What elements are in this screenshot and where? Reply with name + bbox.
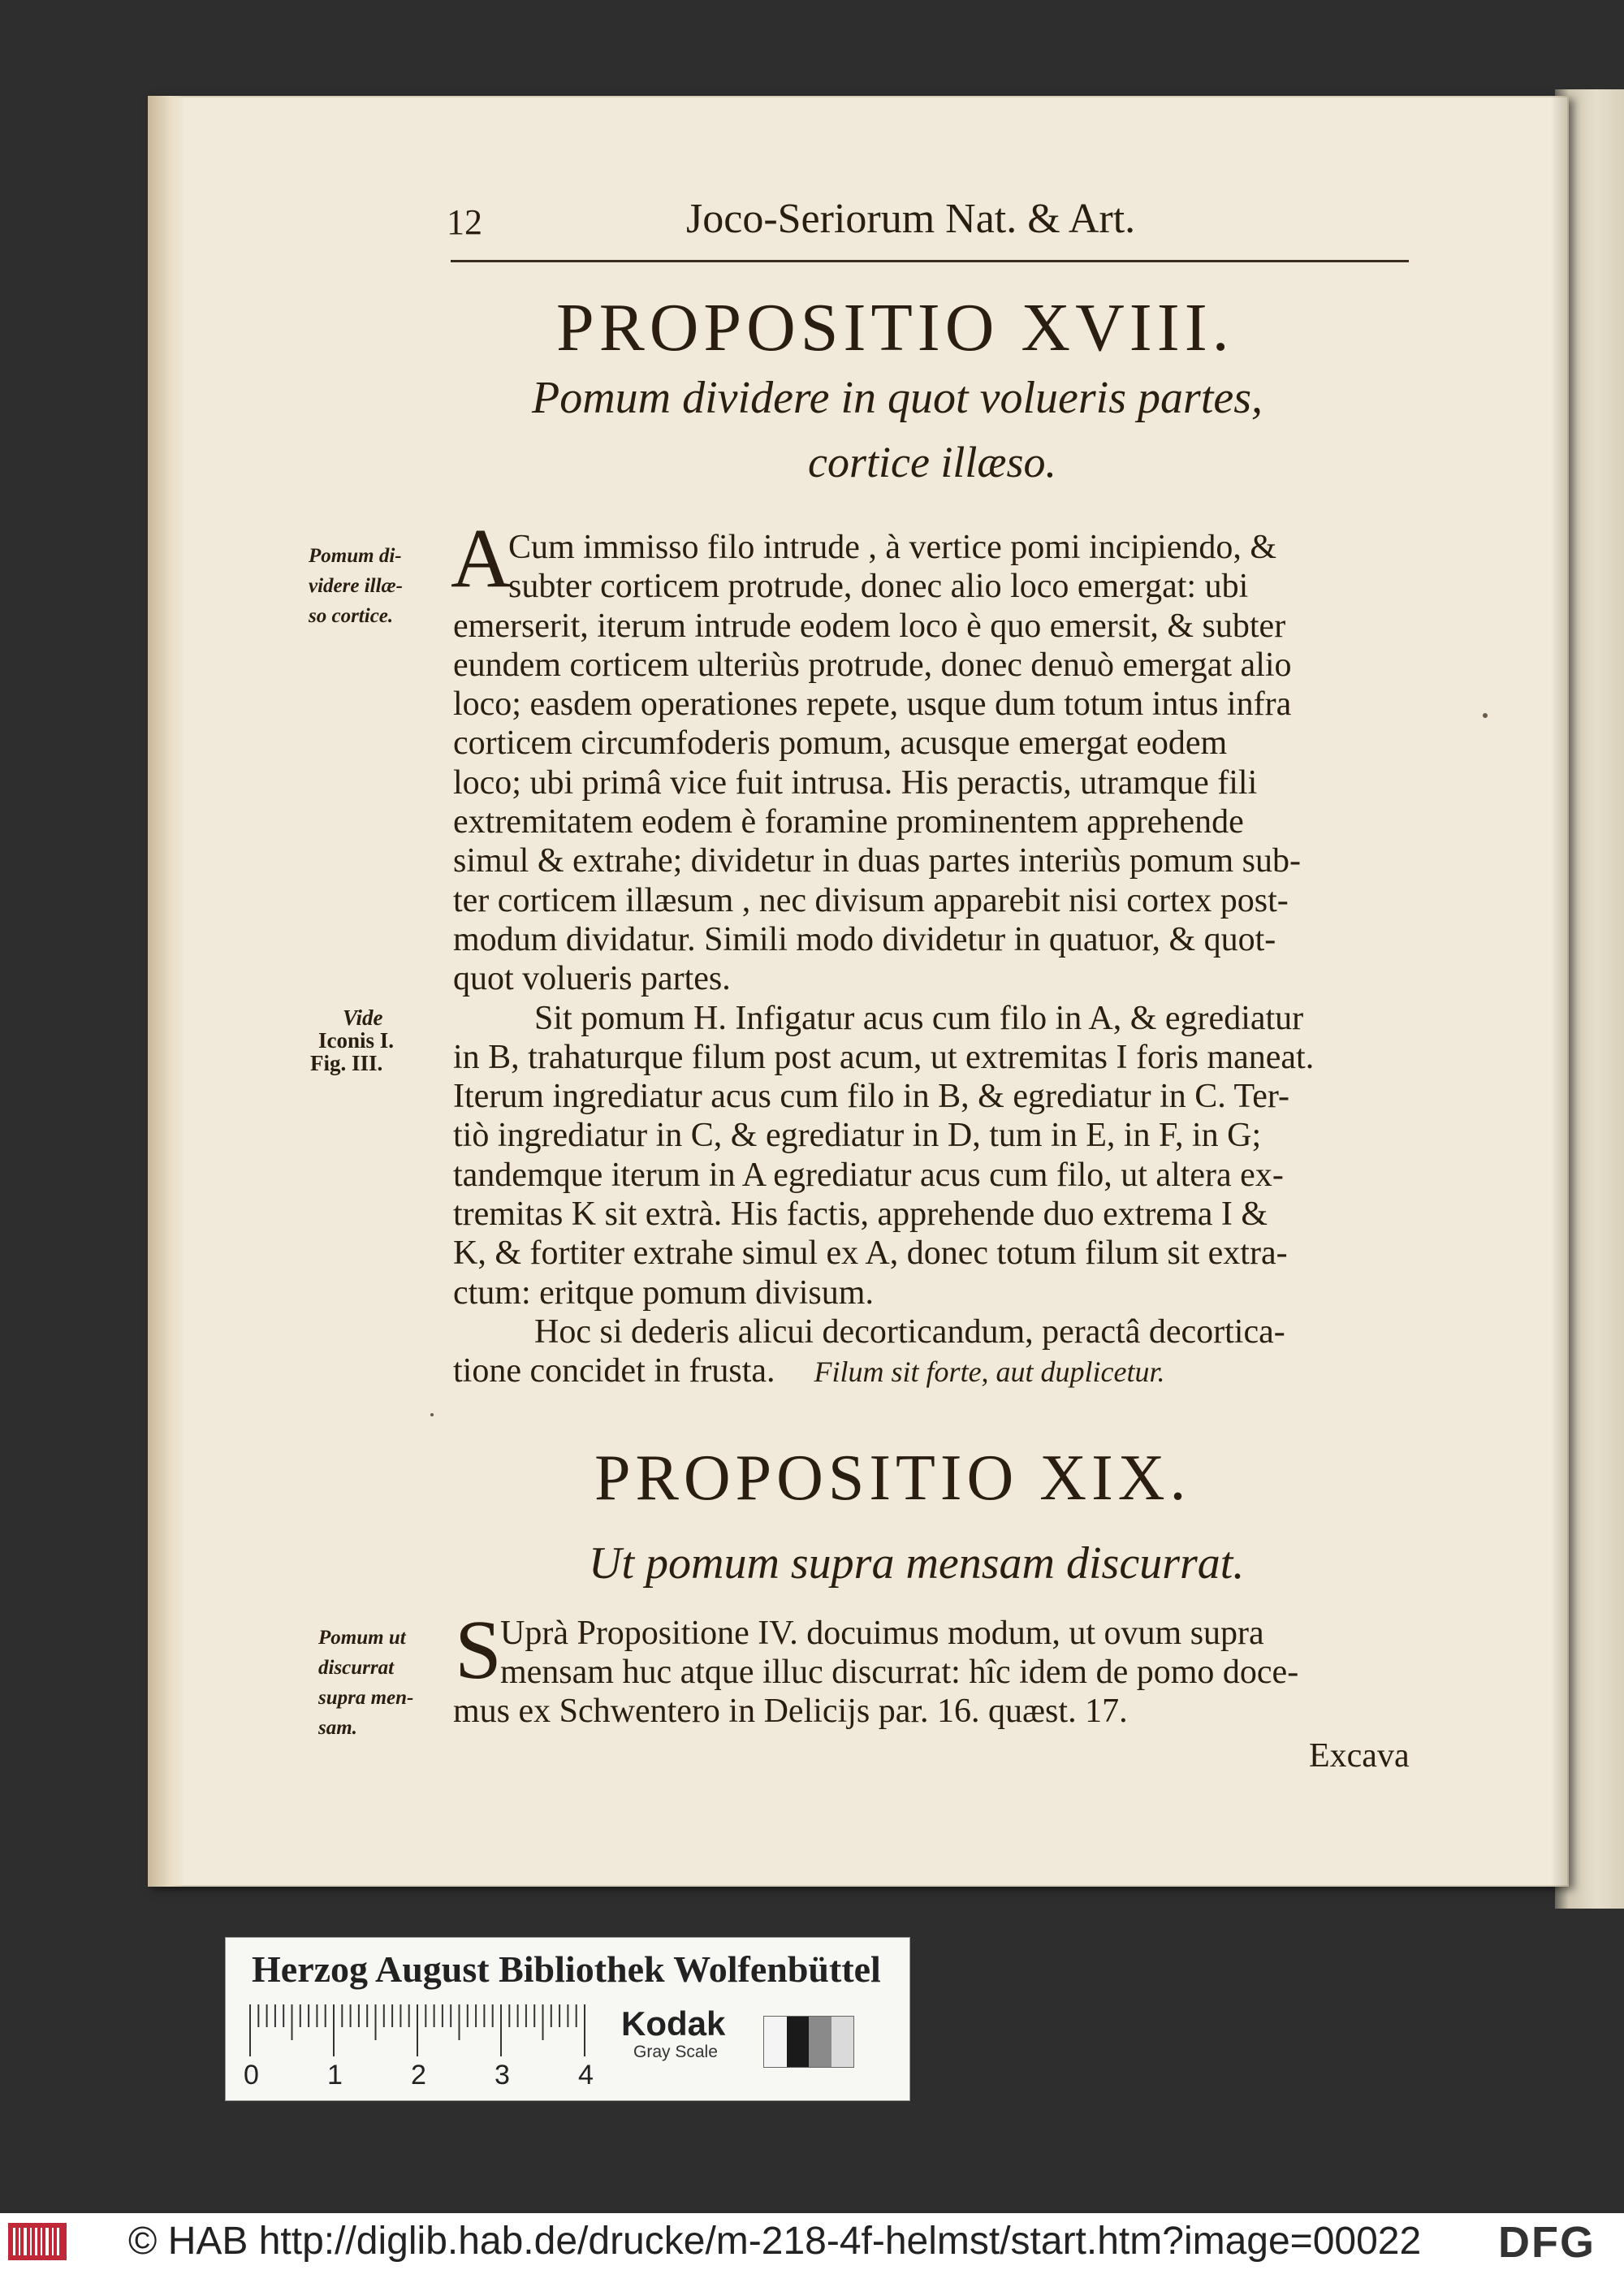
running-title: Joco-Seriorum Nat. & Art. xyxy=(686,196,1136,242)
text-line xyxy=(453,1351,1314,1390)
paper-speck xyxy=(430,1413,434,1416)
text-line: simul & extrahe; dividetur in duas partes interiùs pomum sub- xyxy=(453,842,1301,880)
drop-cap-a: A xyxy=(451,512,512,605)
gray-patch xyxy=(809,2017,831,2067)
text-line: ctum: eritque pomum divisum. xyxy=(453,1273,874,1312)
proposition-19-text xyxy=(453,1614,1298,1731)
proposition-18-text xyxy=(453,528,1314,1391)
ruler-number: 3 xyxy=(495,2060,510,2091)
marginal-note-line: supra men- xyxy=(318,1687,414,1709)
marginal-instruction: Filum sit forte, aut duplicetur. xyxy=(814,1356,1165,1389)
gray-scale-label: Gray Scale xyxy=(633,2043,718,2061)
gray-patch xyxy=(764,2017,787,2067)
proposition-19-title: PROPOSITIO XIX. xyxy=(594,1442,1191,1514)
barcode-icon xyxy=(8,2223,67,2260)
gray-scale-patches xyxy=(763,2016,854,2068)
marginal-note-pomum-dividere xyxy=(309,541,403,631)
ruler-number: 4 xyxy=(578,2060,594,2091)
marginal-note-line: so cortice. xyxy=(309,605,394,627)
measurement-ruler xyxy=(248,2004,590,2056)
text-line-segment: tione concidet in frusta. xyxy=(453,1352,775,1390)
gray-patch xyxy=(787,2017,810,2067)
dfg-logo: DFG xyxy=(1498,2218,1596,2267)
page-edge-shading xyxy=(148,96,185,1887)
marginal-note-line: Pomum di- xyxy=(309,545,402,567)
text-line: tremitas K sit extrà. His factis, apprehende duo extrema I & xyxy=(453,1196,1268,1234)
ruler-number: 0 xyxy=(244,2060,259,2091)
page-number: 12 xyxy=(447,202,482,242)
proposition-18-title: PROPOSITIO XVIII. xyxy=(556,290,1234,365)
gray-patch xyxy=(831,2017,854,2067)
marginal-note-line: Iconis I. xyxy=(318,1028,395,1053)
text-line: eundem corticem ulteriùs protrude, donec denuò emergat alio xyxy=(453,646,1292,684)
text-line: Iterum ingrediatur acus cum filo in B, & egrediatur in C. Ter- xyxy=(453,1078,1289,1116)
text-line: Sit pomum H. Infigatur acus cum filo in A, & egrediatur xyxy=(534,999,1304,1037)
drop-cap-s: S xyxy=(455,1603,502,1697)
marginal-note-line: Pomum ut xyxy=(318,1627,406,1649)
marginal-note-line: Vide xyxy=(343,1005,383,1030)
text-line: modum dividatur. Simili modo dividetur in quatuor, & quot- xyxy=(453,920,1276,958)
ruler-number: 1 xyxy=(327,2060,343,2091)
marginal-note-pomum-discurrat xyxy=(318,1623,413,1743)
page-gutter xyxy=(1551,96,1569,1887)
text-line: corticem circumfoderis pomum, acusque emergat eodem xyxy=(453,724,1228,763)
ruler-number: 2 xyxy=(411,2060,426,2091)
marginal-note-line: sam. xyxy=(318,1717,357,1739)
text-line: ter corticem illæsum , nec divisum apparebit nisi cortex post- xyxy=(453,881,1289,919)
text-line: emerserit, iterum intrude eodem loco è quo emersit, & subter xyxy=(453,607,1286,645)
text-line: quot volueris partes. xyxy=(453,960,731,998)
text-line: Cum immisso filo intrude , à vertice pomi incipiendo, & xyxy=(508,529,1277,566)
proposition-19-subtitle: Ut pomum supra mensam discurrat. xyxy=(589,1538,1245,1589)
text-line: loco; easdem operationes repete, usque dum totum intus infra xyxy=(453,685,1292,724)
text-line: extremitatem eodem è foramine prominentem apprehende xyxy=(453,803,1244,841)
marginal-note-line: videre illæ- xyxy=(309,575,403,597)
marginal-note-line: Fig. III. xyxy=(310,1051,383,1075)
proposition-18-subtitle-line2: cortice illæso. xyxy=(808,438,1056,486)
text-line: tandemque iterum in A egrediatur acus cum filo, ut altera ex- xyxy=(453,1156,1284,1194)
text-line: subter corticem protrude, donec alio loco emergat: ubi xyxy=(508,568,1249,606)
paper-speck xyxy=(1483,713,1488,718)
text-line: in B, trahaturque filum post acum, ut extremitas I foris maneat. xyxy=(453,1038,1315,1076)
proposition-18-subtitle-line1: Pomum dividere in quot volueris partes, xyxy=(532,373,1263,423)
text-line: loco; ubi primâ vice fuit intrusa. His peractis, utramque fili xyxy=(453,763,1258,802)
text-line: Hoc si dederis alicui decorticandum, peractâ decortica- xyxy=(534,1312,1285,1351)
catchword: Excava xyxy=(1309,1737,1410,1775)
text-line: mensam huc atque illuc discurrat: hîc idem de pomo doce- xyxy=(500,1654,1299,1691)
text-line: K, & fortiter extrahe simul ex A, donec totum filum sit extra- xyxy=(453,1234,1288,1273)
text-line: tiò ingrediatur in C, & egrediatur in D, tum in E, in F, in G; xyxy=(453,1117,1262,1155)
marginal-note-line: discurrat xyxy=(318,1657,395,1679)
text-line: mus ex Schwentero in Delicijs par. 16. quæst. 17. xyxy=(453,1693,1128,1730)
kodak-logo: Kodak xyxy=(621,2004,726,2043)
text-line: Uprà Propositione IV. docuimus modum, ut ovum supra xyxy=(500,1615,1264,1652)
marginal-note-vide-iconis xyxy=(310,1006,394,1074)
copyright-url[interactable]: © HAB http://diglib.hab.de/drucke/m-218-4f-helmst/start.htm?image=00022 xyxy=(128,2220,1422,2263)
header-rule xyxy=(451,260,1409,262)
library-label: Herzog August Bibliothek Wolfenbüttel xyxy=(252,1948,881,1990)
